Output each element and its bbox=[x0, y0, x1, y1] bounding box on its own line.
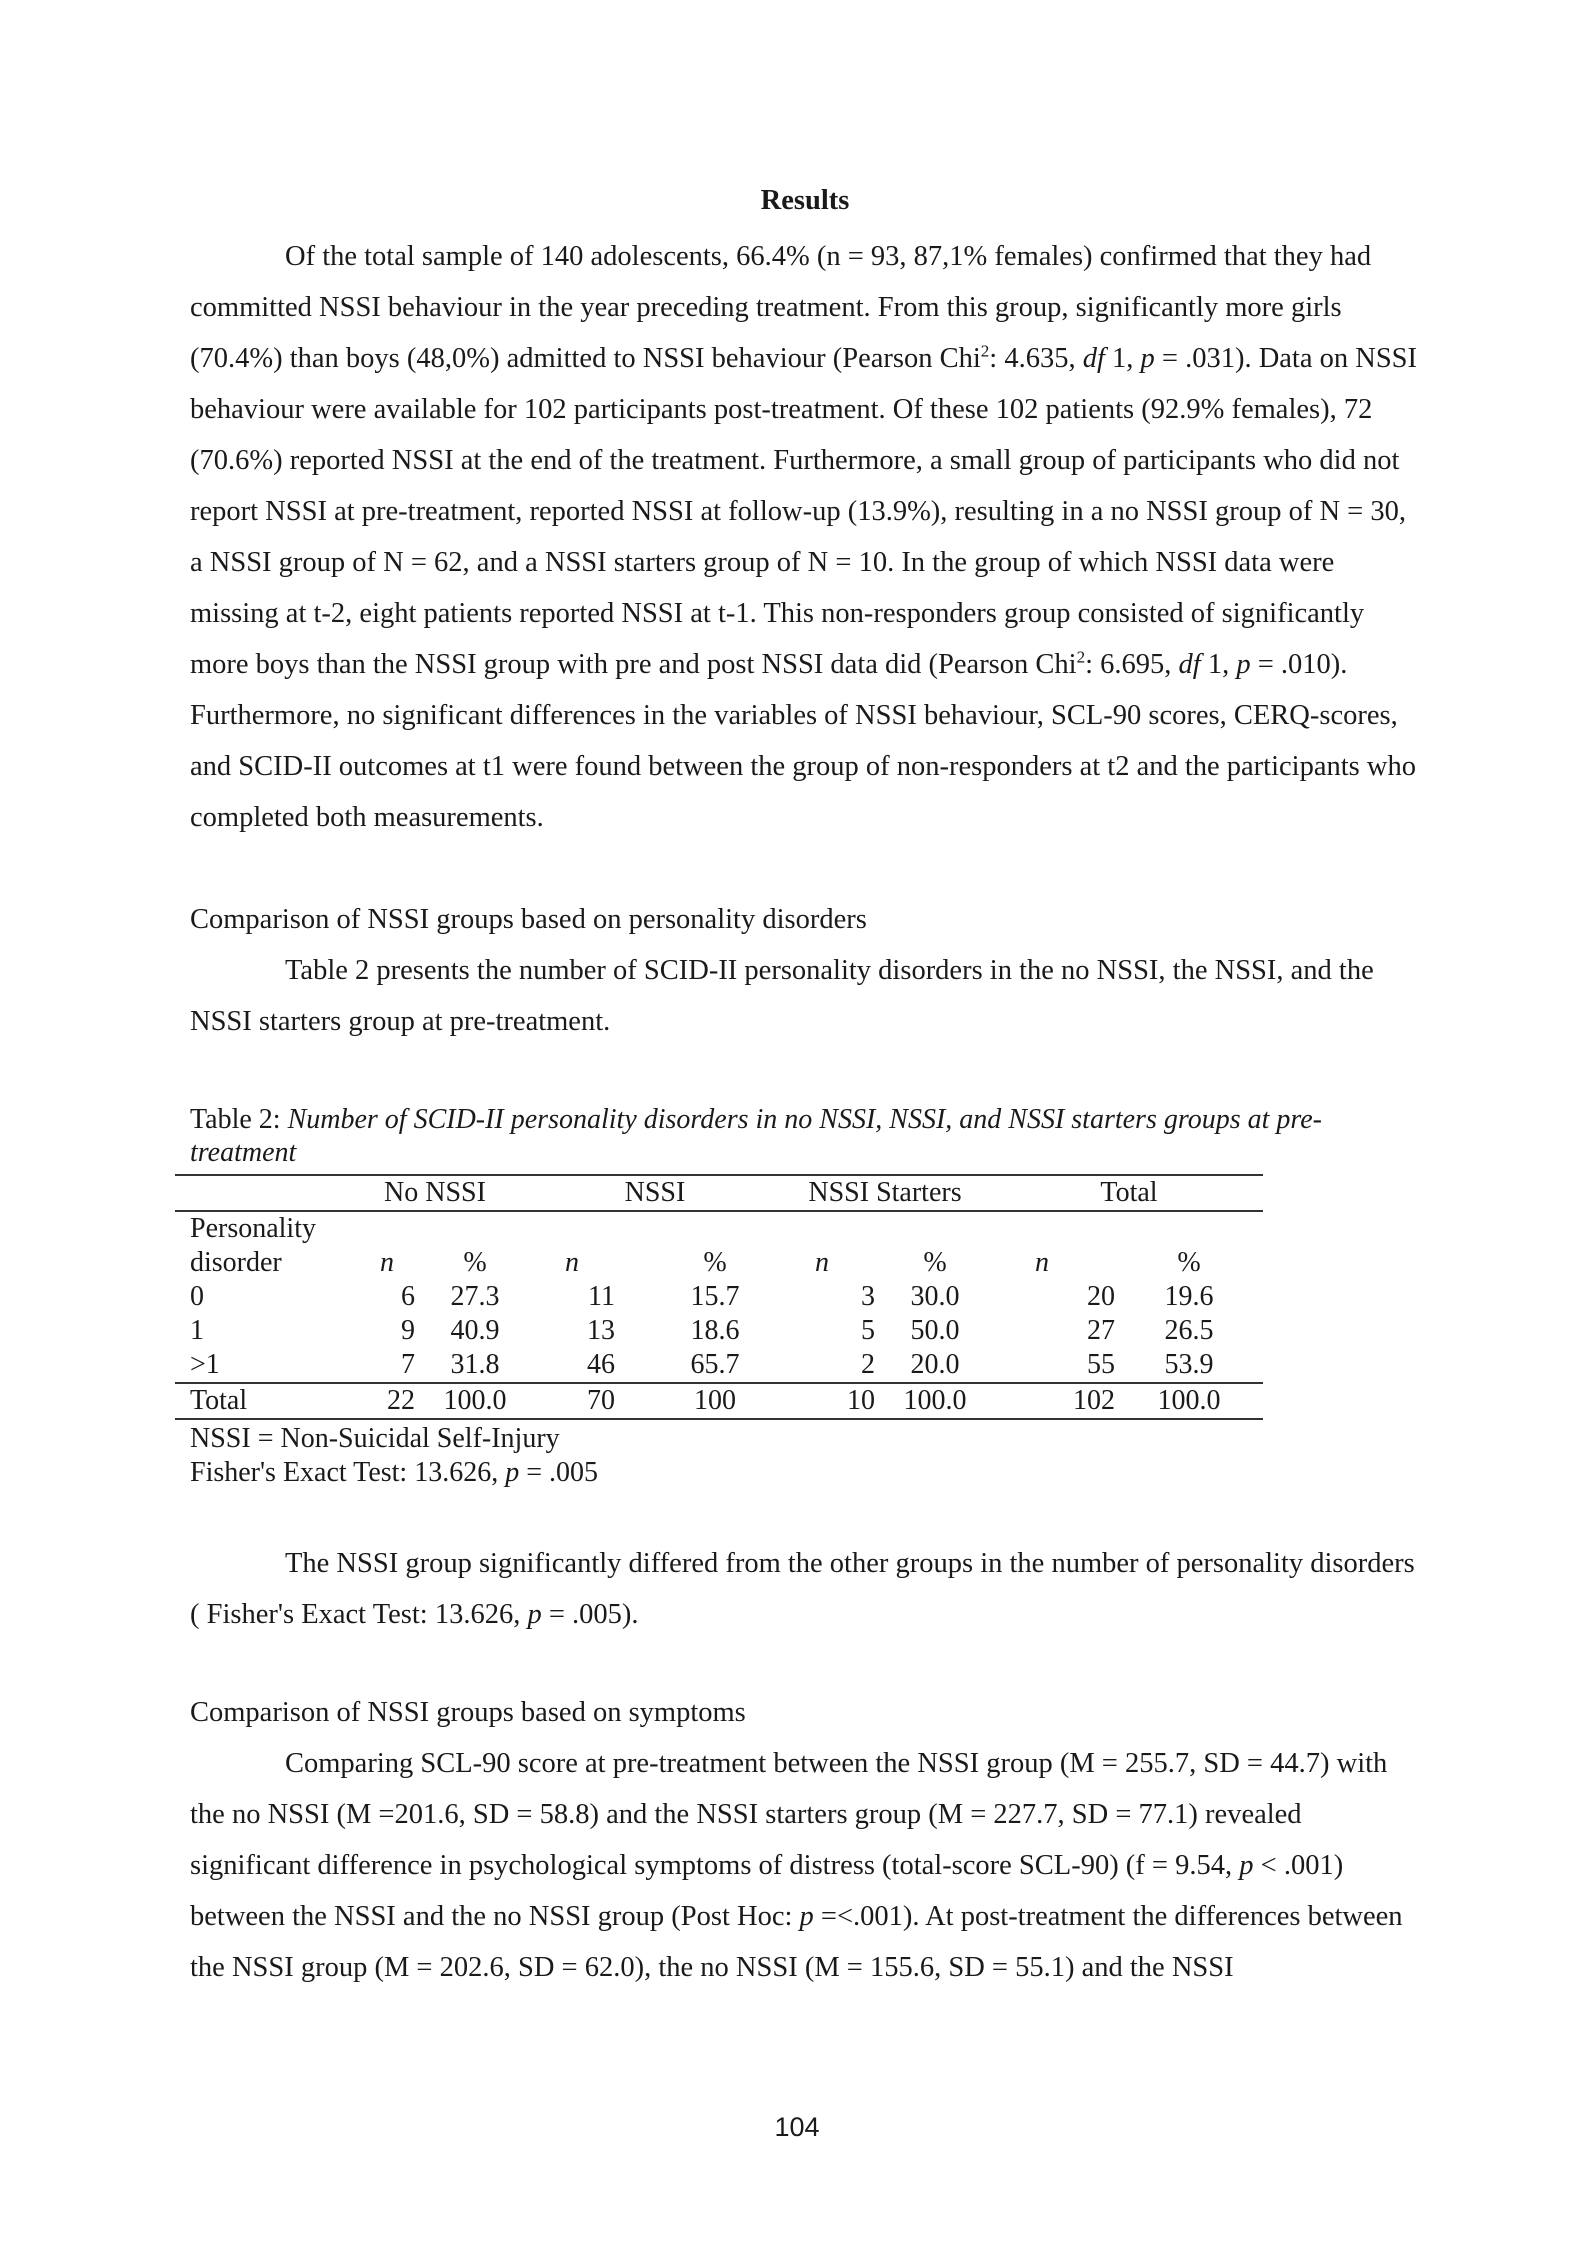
table-row-header-1: Personality bbox=[190, 1213, 316, 1244]
table-row: 1 9 40.9 13 18.6 5 50.0 27 26.5 bbox=[190, 1315, 1214, 1346]
section-heading-personality: Comparison of NSSI groups based on personality disorders bbox=[190, 904, 867, 935]
personality-result-paragraph: The NSSI group significantly differed from the other groups in the number of personality disorders ( Fisher's Exact Test: 13.626, p = .005). bbox=[190, 1548, 1415, 1630]
group-nssi-starters: NSSI Starters bbox=[775, 1175, 995, 1211]
table-note-fisher: Fisher's Exact Test: 13.626, p = .005 bbox=[190, 1457, 599, 1488]
table-total-row: Total 22 100.0 70 100 10 100.0 102 100.0 bbox=[175, 1383, 1263, 1419]
group-nssi: NSSI bbox=[535, 1175, 775, 1211]
personality-intro-paragraph: Table 2 presents the number of SCID-II personality disorders in the no NSSI, the NSSI, and the NSSI starters group at pre-treatment. bbox=[190, 955, 1374, 1037]
page-number: 104 bbox=[774, 2112, 820, 2142]
results-paragraph: Of the total sample of 140 adolescents, 66.4% (n = 93, 87,1% females) confirmed that they had committed NSSI behaviour in the year preceding treatment. From this group, significantly more girls (70.4%) than boys (48,0%) admitted to NSSI behaviour (Pearson Chi$^2$: 4.635, df 1, p = .031). Data on NSSI behaviour were available for 102 participants post-treatment. Of these 102 patients (92.9% females), 72 (70.6%) reported NSSI at the end of the treatment. Furthermore, a small group of participants who did not report NSSI at pre-treatment, reported NSSI at follow-up (13.9%), resulting in a no NSSI group of N = 30, a NSSI group of N = 62, and a NSSI starters group of N = 10. In the group of which NSSI data were missing at t-2, eight patients reported NSSI at t-1. This non-responders group consisted of significantly more boys than the NSSI group with pre and post NSSI data did (Pearson Chi$^2$: 6.695, df 1, p = .010). Furthermore, no significant differences in the variables of NSSI behaviour, SCL-90 scores, CERQ-scores, and SCID-II outcomes at t1 were found between the group of non-responders at t2 and the participants who completed both measurements. bbox=[190, 241, 1418, 833]
symptoms-paragraph: Comparing SCL-90 score at pre-treatment between the NSSI group (M = 255.7, SD = 44.7) with the no NSSI (M =201.6, SD = 58.8) and the NSSI starters group (M = 227.7, SD = 77.1) revealed significant difference in psychological symptoms of distress (total-score SCL-90) (f = 9.54, p < .001) between the NSSI and the no NSSI group (Post Hoc: p =<.001). At post-treatment the differences between the NSSI group (M = 202.6, SD = 62.0), the no NSSI (M = 155.6, SD = 55.1) and the NSSI bbox=[190, 1748, 1403, 1983]
table-row: 0 6 27.3 11 15.7 3 30.0 20 19.6 bbox=[190, 1281, 1214, 1312]
table-note-abbreviation: NSSI = Non-Suicidal Self-Injury bbox=[190, 1423, 560, 1454]
table-group-header bbox=[175, 1175, 1263, 1211]
group-total: Total bbox=[995, 1175, 1263, 1211]
section-heading-symptoms: Comparison of NSSI groups based on symptoms bbox=[190, 1697, 746, 1728]
table-notes bbox=[190, 1422, 598, 1490]
personality-disorder-table bbox=[175, 1174, 1263, 1420]
results-heading: Results bbox=[760, 185, 850, 216]
table-row: >1 7 31.8 46 65.7 2 20.0 55 53.9 bbox=[190, 1349, 1214, 1380]
group-no-nssi: No NSSI bbox=[335, 1175, 535, 1211]
table-caption: Table 2: Number of SCID-II personality disorders in no NSSI, NSSI, and NSSI starters groups at pre-treatment bbox=[190, 1104, 1322, 1168]
table-row-header-2: disorder n % n % n % n % bbox=[190, 1247, 1201, 1278]
